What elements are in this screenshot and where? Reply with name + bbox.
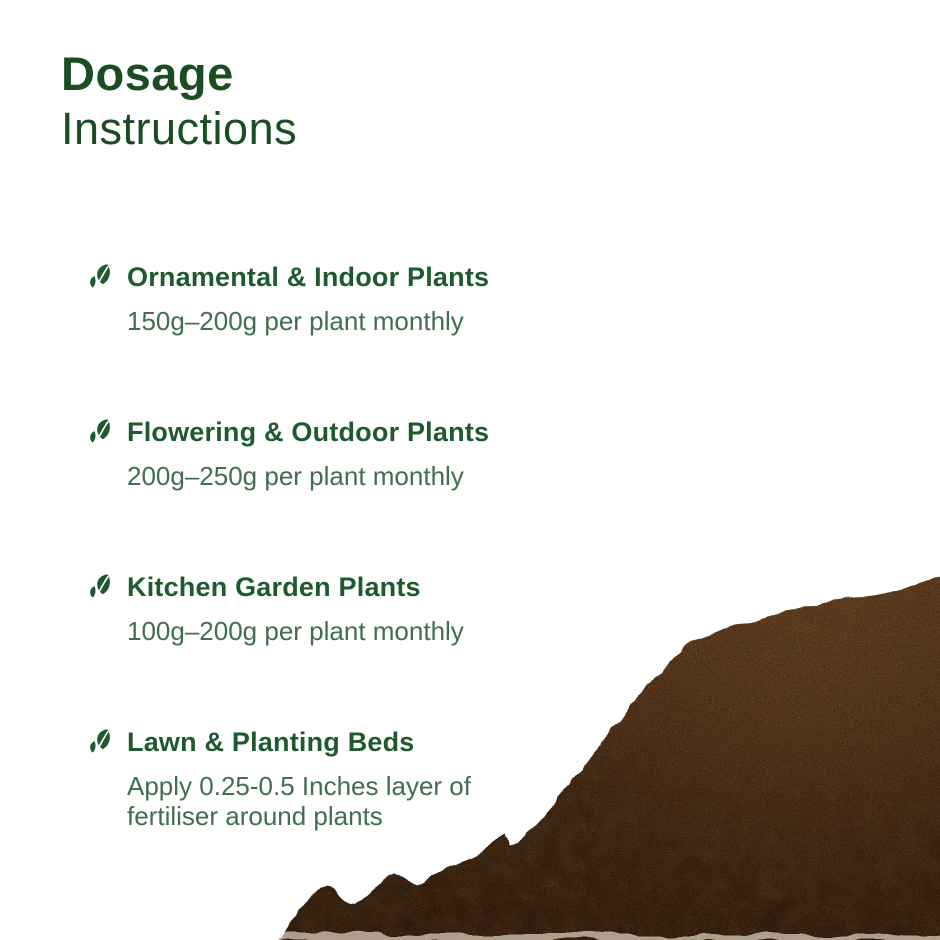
item-heading: Lawn & Planting Beds — [127, 727, 415, 757]
leaf-icon — [88, 574, 112, 598]
leaf-icon — [88, 264, 112, 288]
item-heading: Flowering & Outdoor Plants — [127, 417, 490, 447]
dosage-item-lawn-beds — [88, 727, 547, 831]
item-detail: 100g–200g per plant monthly — [127, 616, 464, 646]
leaf-icon — [88, 729, 112, 753]
item-heading: Kitchen Garden Plants — [127, 572, 421, 602]
item-detail: 150g–200g per plant monthly — [127, 306, 464, 336]
dosage-item-flowering-outdoor — [88, 417, 547, 491]
dosage-item-kitchen-garden — [88, 572, 547, 646]
page-title-line2: Instructions — [61, 103, 298, 154]
dosage-item-ornamental-indoor — [88, 262, 547, 336]
leaf-icon — [88, 419, 112, 443]
page-title-line1: Dosage — [61, 47, 234, 100]
item-detail: 200g–250g per plant monthly — [127, 461, 464, 491]
item-detail: Apply 0.25-0.5 Inches layer of fertiliser around plants — [127, 771, 471, 832]
item-heading: Ornamental & Indoor Plants — [127, 262, 490, 292]
